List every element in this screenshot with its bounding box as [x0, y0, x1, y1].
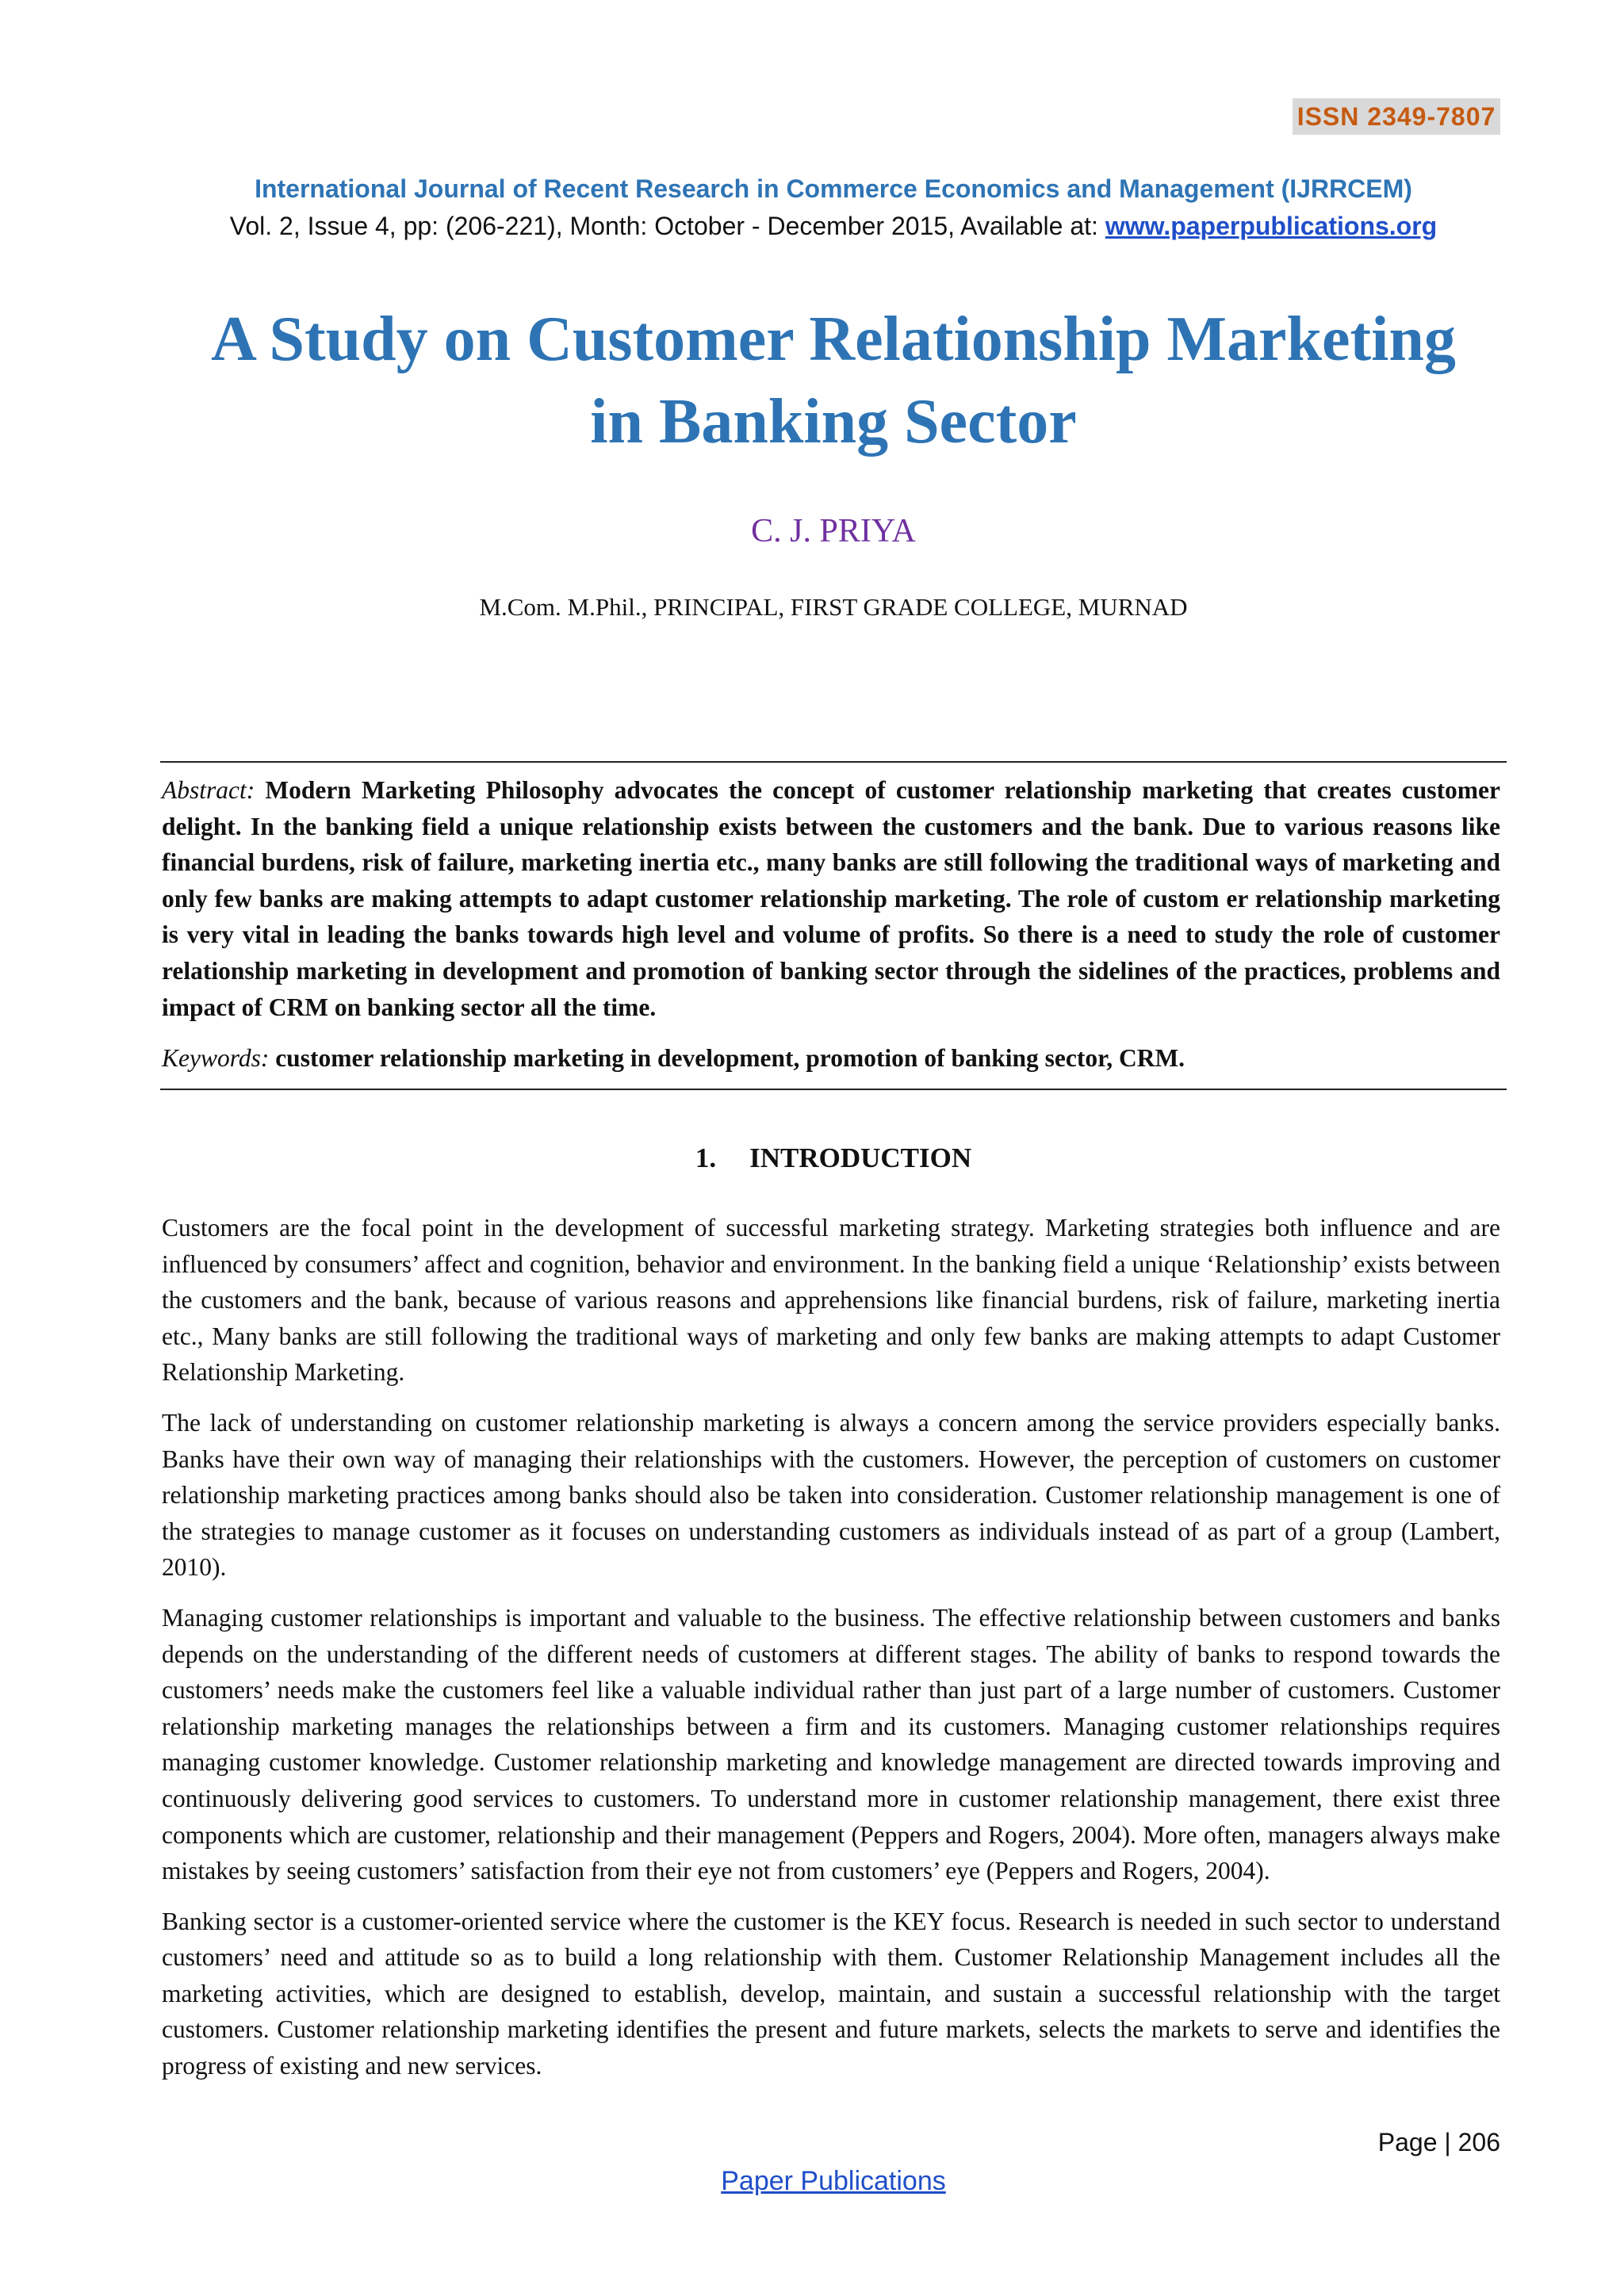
paragraph: Managing customer relationships is important and valuable to the business. The effective relationship between customers and banks depends on the understanding of the different needs of customers at different stages. The ability of banks to respond towards the customers’ needs make the customers feel like a valuable individual rather than just part of a large number of customers. Customer relationship marketing manages the relationships between a firm and its customers. Managing customer relationships requires managing customer knowledge. Customer relationship marketing and knowledge management are directed towards improving and continuously delivering good services to customers. To understand more in customer relationship management, there exist three components which are customer, relationship and their management (Peppers and Rogers, 2004). More often, managers always make mistakes by seeing customers’ satisfaction from their eye not from customers’ eye (Peppers and Rogers, 2004).	[162, 1603, 1500, 1885]
publisher-link[interactable]: Paper Publications	[721, 2166, 946, 2196]
volume-info	[127, 208, 1540, 244]
section-title: INTRODUCTION	[749, 1142, 972, 1173]
abstract-bottom-rule	[160, 1089, 1507, 1090]
abstract-top-rule	[160, 761, 1507, 763]
section-heading-introduction	[127, 1138, 1540, 1178]
abstract-block	[162, 772, 1500, 1025]
footer	[127, 2163, 1540, 2199]
paper-title-line-2: in Banking Sector	[590, 387, 1077, 457]
keywords-block	[162, 1040, 1500, 1076]
paper-title-line-1: A Study on Customer Relationship Marketing	[211, 304, 1456, 374]
paragraph: The lack of understanding on customer relationship marketing is always a concern among the service providers especially banks. Banks have their own way of managing their relationships with the customers. However, the perception of customers on customer relationship marketing practices among banks should also be taken into consideration. Customer relationship management is one of the strategies to manage customer as it focuses on understanding customers as individuals instead of as part of a group (Lambert, 2010).	[162, 1408, 1500, 1582]
paragraph: Customers are the focal point in the development of successful marketing strategy. Marketing strategies both influence and are influenced by consumers’ affect and cognition, behavior and environment. In the banking field a unique ‘Relationship’ exists between the customers and the bank, because of various reasons and apprehensions like financial burdens, risk of failure, marketing inertia etc., Many banks are still following the traditional ways of marketing and only few banks are making attempts to adapt Customer Relationship Marketing.	[162, 1214, 1500, 1387]
paragraph: Banking sector is a customer-oriented service where the customer is the KEY focus. Research is needed in such sector to understand customers’ need and attitude so as to build a long relationship with them. Customer Relationship Management includes all the marketing activities, which are designed to establish, develop, maintain, and sustain a successful relationship with the target customers. Customer relationship marketing identifies the present and future markets, selects the markets to serve and identifies the progress of existing and new services.	[162, 1907, 1500, 2080]
introduction-body	[162, 1210, 1500, 2099]
author-affiliation: M.Com. M.Phil., PRINCIPAL, FIRST GRADE COLLEGE, MURNAD	[479, 593, 1188, 621]
author-name: C. J. PRIYA	[751, 513, 916, 549]
keywords-label: Keywords:	[162, 1044, 270, 1072]
issn-badge: ISSN 2349-7807	[1293, 98, 1500, 135]
journal-website-link[interactable]: www.paperpublications.org	[1105, 212, 1438, 240]
page-number: Page | 206	[1377, 2128, 1500, 2156]
abstract-text: Modern Marketing Philosophy advocates the concept of customer relationship marketing that creates customer delight. In the banking field a unique relationship exists between the customers and the bank. Due to various reasons like financial burdens, risk of failure, marketing inertia etc., many banks are still following the traditional ways of marketing and only few banks are making attempts to adapt customer relationship marketing. The role of custom er relationship marketing is very vital in leading the banks towards high level and volume of profits. So there is a need to study the role of customer relationship marketing in development and promotion of banking sector through the sidelines of the practices, problems and impact of CRM on banking sector all the time.	[162, 776, 1501, 1021]
volume-text: Vol. 2, Issue 4, pp: (206-221), Month: October - December 2015, Available at:	[229, 212, 1105, 240]
journal-name: International Journal of Recent Research in Commerce Economics and Management (IJRRCEM)	[255, 174, 1412, 203]
abstract-label: Abstract:	[162, 776, 255, 804]
section-number: 1.	[695, 1142, 717, 1173]
keywords-text: customer relationship marketing in development, promotion of banking sector, CRM.	[275, 1044, 1185, 1072]
paper-title	[127, 298, 1540, 463]
